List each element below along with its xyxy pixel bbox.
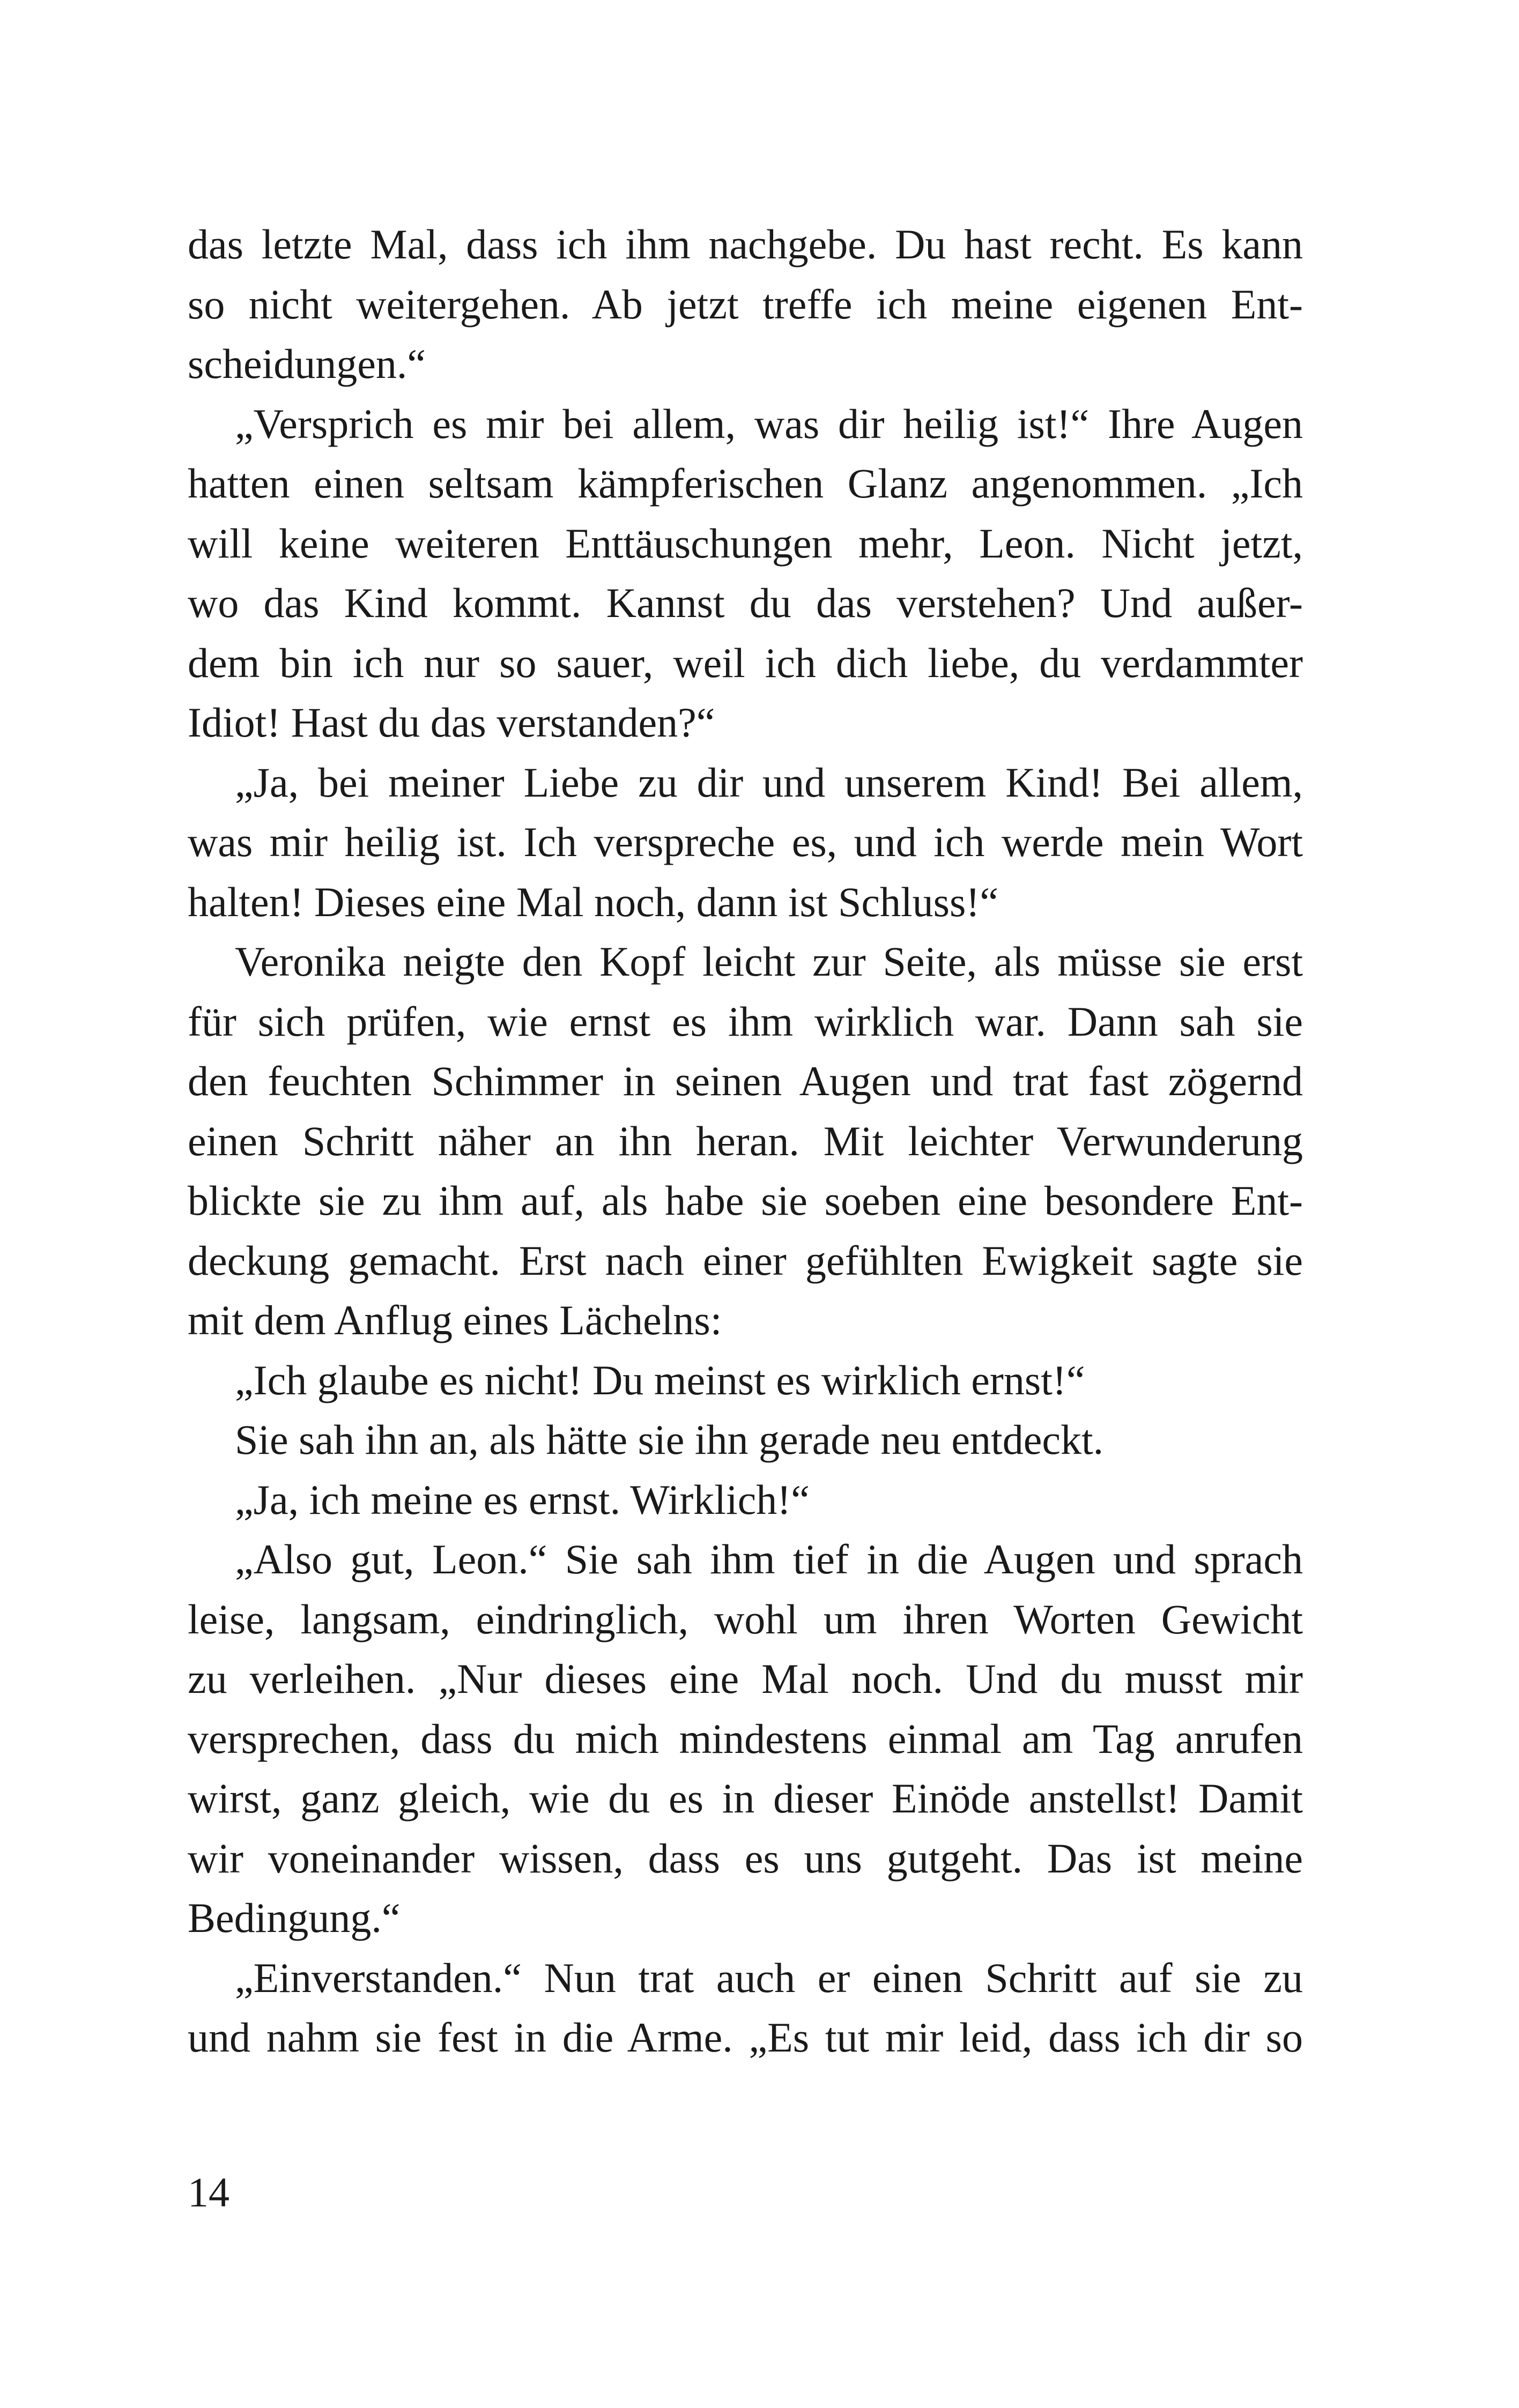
text-line: zu verleihen. „Nur dieses eine Mal noch. Und du musst mir [188,1655,1303,1702]
text-line: „Ich glaube es nicht! Du meinst es wirklich ernst!“ [235,1356,1085,1403]
text-line: Sie sah ihn an, als hätte sie ihn gerade neu entdeckt. [235,1416,1104,1463]
text-line: „Einverstanden.“ Nun trat auch er einen Schritt auf sie zu [235,1954,1303,2001]
text-line: Idiot! Hast du das verstanden?“ [188,699,715,746]
text-line: das letzte Mal, dass ich ihm nachgebe. Du hast recht. Es kann [188,221,1303,267]
text-line: „Ja, bei meiner Liebe zu dir und unserem Kind! Bei allem, [235,759,1303,806]
text-line: blickte sie zu ihm auf, als habe sie soeben eine besondere Ent- [188,1177,1303,1224]
text-line: „Versprich es mir bei allem, was dir heilig ist!“ Ihre Augen [235,400,1303,447]
text-line: für sich prüfen, wie ernst es ihm wirklich war. Dann sah sie [188,998,1303,1045]
text-line: einen Schritt näher an ihn heran. Mit leichter Verwunderung [188,1117,1303,1164]
text-line: mit dem Anflug eines Lächelns: [188,1297,722,1343]
text-line: hatten einen seltsam kämpferischen Glanz angenommen. „Ich [188,460,1303,507]
page-number: 14 [188,2169,229,2216]
text-line: wirst, ganz gleich, wie du es in dieser Einöde anstellst! Damit [188,1775,1303,1822]
text-line: leise, langsam, eindringlich, wohl um ihren Worten Gewicht [188,1595,1303,1643]
text-line: so nicht weitergehen. Ab jetzt treffe ich meine eigenen Ent- [188,280,1303,328]
text-line: den feuchten Schimmer in seinen Augen und trat fast zögernd [188,1058,1303,1104]
text-line: wir voneinander wissen, dass es uns gutgeht. Das ist meine [188,1834,1303,1882]
text-line: dem bin ich nur so sauer, weil ich dich liebe, du verdammter [188,639,1303,686]
text-line: halten! Dieses eine Mal noch, dann ist Schluss!“ [188,878,998,925]
text-line: will keine weiteren Enttäuschungen mehr, Leon. Nicht jetzt, [188,519,1303,567]
body-text [188,214,1303,2068]
text-line: wo das Kind kommt. Kannst du das verstehen? Und außer- [188,579,1303,626]
text-line: „Ja, ich meine es ernst. Wirklich!“ [235,1476,810,1523]
text-line: was mir heilig ist. Ich verspreche es, und ich werde mein Wort [188,819,1303,865]
text-line: scheidungen.“ [188,340,426,387]
text-line: und nahm sie fest in die Arme. „Es tut mir leid, dass ich dir so [188,2014,1303,2061]
text-line: „Also gut, Leon.“ Sie sah ihm tief in die Augen und sprach [235,1536,1303,1582]
text-line: versprechen, dass du mich mindestens einmal am Tag anrufen [188,1715,1303,1762]
text-line: Veronika neigte den Kopf leicht zur Seite, als müsse sie erst [235,938,1303,985]
text-line: deckung gemacht. Erst nach einer gefühlten Ewigkeit sagte sie [188,1237,1303,1284]
text-line: Bedingung.“ [188,1894,401,1941]
